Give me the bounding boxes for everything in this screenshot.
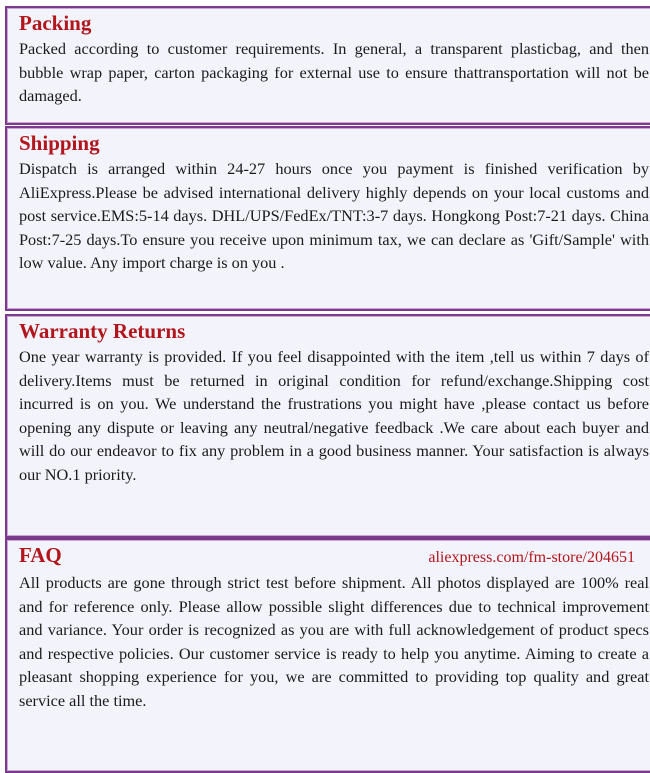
store-watermark: aliexpress.com/fm-store/204651 [428, 549, 635, 566]
packing-heading: Packing [19, 11, 92, 35]
packing-panel [5, 6, 650, 125]
warranty-text: One year warranty is provided. If you feel disappointed with the item ,tell us within 7 days of delivery.Items must be returned in original condition for refund/exchange.Shipping cost incurred is on you. We understand the frustrations you might have ,please contact us before opening any dispute or leaving any neutral/negative feedback .We care about each buyer and will do our endeavor to fix any problem in a good business manner. Your satisfaction is always our NO.1 priority. [19, 347, 649, 484]
packing-text: Packed according to customer requirements. In general, a transparent plasticbag, and then bubble wrap paper, carton packaging for external use to ensure thattransportation will not be damaged. [19, 39, 649, 105]
shipping-panel [5, 126, 650, 311]
shipping-text: Dispatch is arranged within 24-27 hours once you payment is finished verification by AliExpress.Please be advised international delivery highly depends on your local customs and post service.EMS:5-14 days. DHL/UPS/FedEx/TNT:3-7 days. Hongkong Post:7-21 days. China Post:7-25 days.To ensure you receive upon minimum tax, we can declare as 'Gift/Sample' with low value. Any import charge is on you . [19, 159, 649, 272]
faq-heading: FAQ [19, 543, 62, 567]
faq-text: All products are gone through strict test before shipment. All photos displayed are 100% real and for reference only. Please allow possible slight differences due to technical improvement and variance. Your order is recognized as you are with full acknowledgement of product specs and respective policies. Our customer service is ready to help you anytime. Aiming to create a pleasant shopping experience for you, we are committed to providing top quality and great service all the time. [19, 573, 649, 710]
faq-panel [5, 538, 650, 773]
warranty-heading: Warranty Returns [19, 319, 186, 343]
warranty-panel [5, 314, 650, 538]
shipping-heading: Shipping [19, 131, 100, 155]
faq-header-row [19, 543, 649, 570]
